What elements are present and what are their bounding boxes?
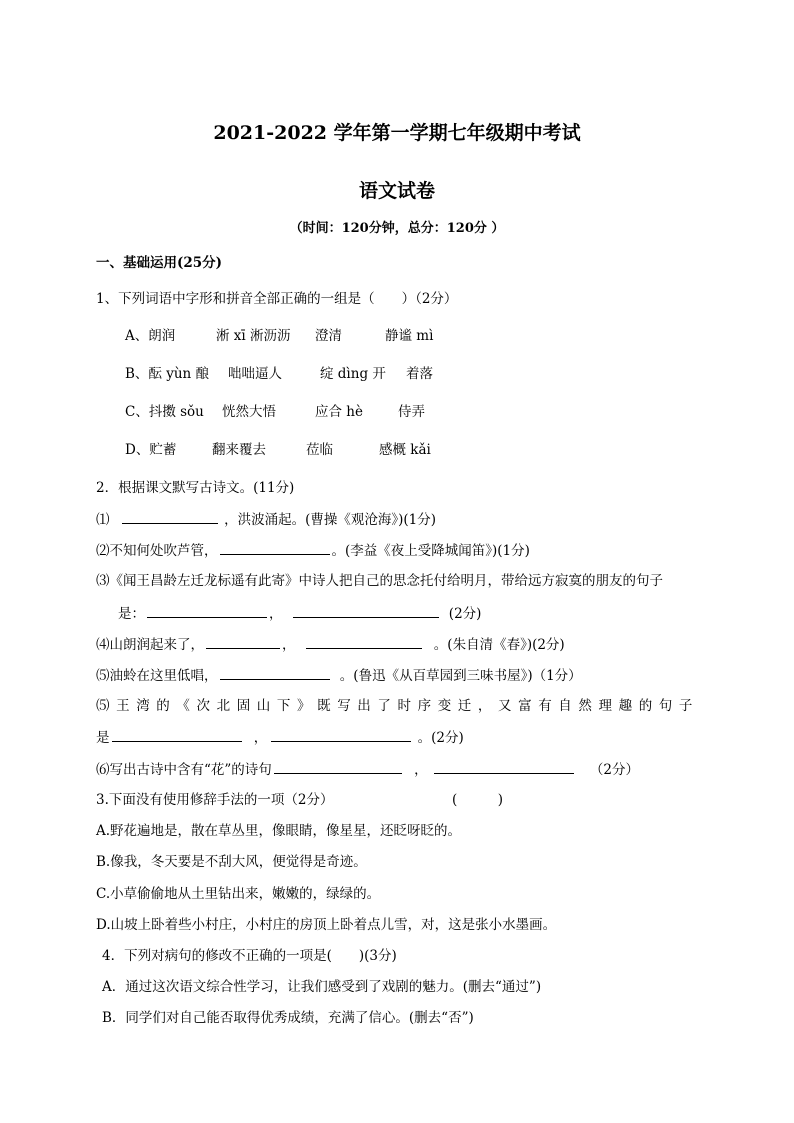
item-text: ， [414,762,428,778]
option-word: 翻来覆去 [212,442,266,458]
option-word: 侍弄 [398,404,425,420]
exam-title: 2021-2022 学年第一学期七年级期中考试 [213,122,581,144]
item-text: 。(李益《夜上受降城闻笛》)(1分) [331,543,530,559]
item-text: 。(2分) [417,730,464,746]
answer-blank[interactable] [293,603,439,618]
answer-blank[interactable] [122,509,218,524]
option-word: B、酝 yùn 酿 [125,366,210,382]
item-number: ⑴ [96,512,110,528]
q2-item-3-cont [118,603,481,624]
q2-item-1 [96,509,436,530]
q3-option-b: B.像我，冬天要是不刮大风，便觉得是奇迹。 [96,854,367,870]
answer-blank[interactable] [306,634,422,649]
option-word: 咄咄逼人 [228,366,282,382]
q2-item-3: ⑶《闻王昌龄左迁龙标遥有此寄》中诗人把自己的思念托付给明月，带给远方寂寞的朋友的句子 [96,573,663,589]
exam-info: （时间：120分钟，总分：120分 ） [289,221,505,236]
q3-option-a: A.野花遍地是，散在草丛里，像眼睛，像星星，还眨呀眨的。 [96,823,462,839]
option-word: C、抖擞 sǒu [125,404,204,420]
q2-item-5 [96,665,582,686]
item-text: 。(鲁迅《从百草园到三味书屋》)（1分） [339,668,582,684]
item-text: ⑵不知何处吹芦管， [96,543,218,559]
answer-blank[interactable] [147,603,267,618]
option-word: 莅临 [306,442,333,458]
item-text: 。(朱自清《春》)(2分) [433,637,565,653]
section-heading: 一、基础运用(25分) [96,255,223,271]
q4-option-a: A．通过这次语文综合性学习，让我们感受到了戏剧的魅力。(删去“通过”) [102,979,542,995]
q2-item-6: ⑸王湾的《次北固山下》既写出了时序变迁，又富有自然理趣的句子 [96,698,699,714]
q2-item-2 [96,540,530,561]
item-text: 是 [96,730,110,746]
item-text: （2分） [589,762,639,778]
q2-item-6-cont [96,727,464,748]
option-word: 应合 hè [315,404,363,420]
exam-subject: 语文试卷 [358,180,435,202]
option-word: A、朗润 [125,328,176,344]
item-text: ⑹写出古诗中含有“花”的诗句 [96,762,272,778]
item-text: ， [282,637,296,653]
item-text: ， [253,730,268,746]
item-text: ， [269,606,283,622]
option-word: 静谧 mì [385,328,434,344]
option-word: 绽 dìng 开 [320,366,386,382]
option-word: 感概 kǎi [379,442,431,458]
item-text: ，洪波涌起。(曹操《观沧海》)(1分) [224,512,436,528]
q2-stem: 2．根据课文默写古诗文。(11分) [96,480,295,496]
q4-stem: 4．下列对病句的修改不正确的一项是( )(3分) [102,948,397,964]
q3-option-c: C.小草偷偷地从土里钻出来，嫩嫩的，绿绿的。 [96,886,381,902]
answer-blank[interactable] [434,759,574,774]
answer-blank[interactable] [220,665,330,680]
item-text: (2分) [448,606,482,622]
answer-blank[interactable] [206,634,280,649]
answer-blank[interactable] [220,540,330,555]
q1-stem: 1、下列词语中字形和拼音全部正确的一组是（ ）（2分） [96,291,458,307]
option-word: D、贮蓄 [125,442,177,458]
option-word: 恍然大悟 [222,404,276,420]
q4-option-b: B．同学们对自己能否取得优秀成绩，充满了信心。(删去“否”) [102,1010,474,1026]
q2-item-7 [96,759,639,780]
option-word: 淅 xī 淅沥沥 [216,328,291,344]
q3-option-d: D.山坡上卧着些小村庄，小村庄的房顶上卧着点儿雪，对，这是张小水墨画。 [96,917,557,933]
answer-blank[interactable] [271,727,411,742]
item-text: 是： [118,606,145,622]
option-word: 着落 [406,366,433,382]
answer-blank[interactable] [274,759,402,774]
answer-blank[interactable] [112,727,242,742]
option-word: 澄清 [315,328,342,344]
item-text: ⑸油蛉在这里低唱， [96,668,218,684]
item-text: ⑷山朗润起来了， [96,637,204,653]
q2-item-4 [96,634,565,655]
q3-stem: 3.下面没有使用修辞手法的一项（2分） [96,792,334,808]
q3-answer-paren[interactable]: ( ) [452,792,504,808]
